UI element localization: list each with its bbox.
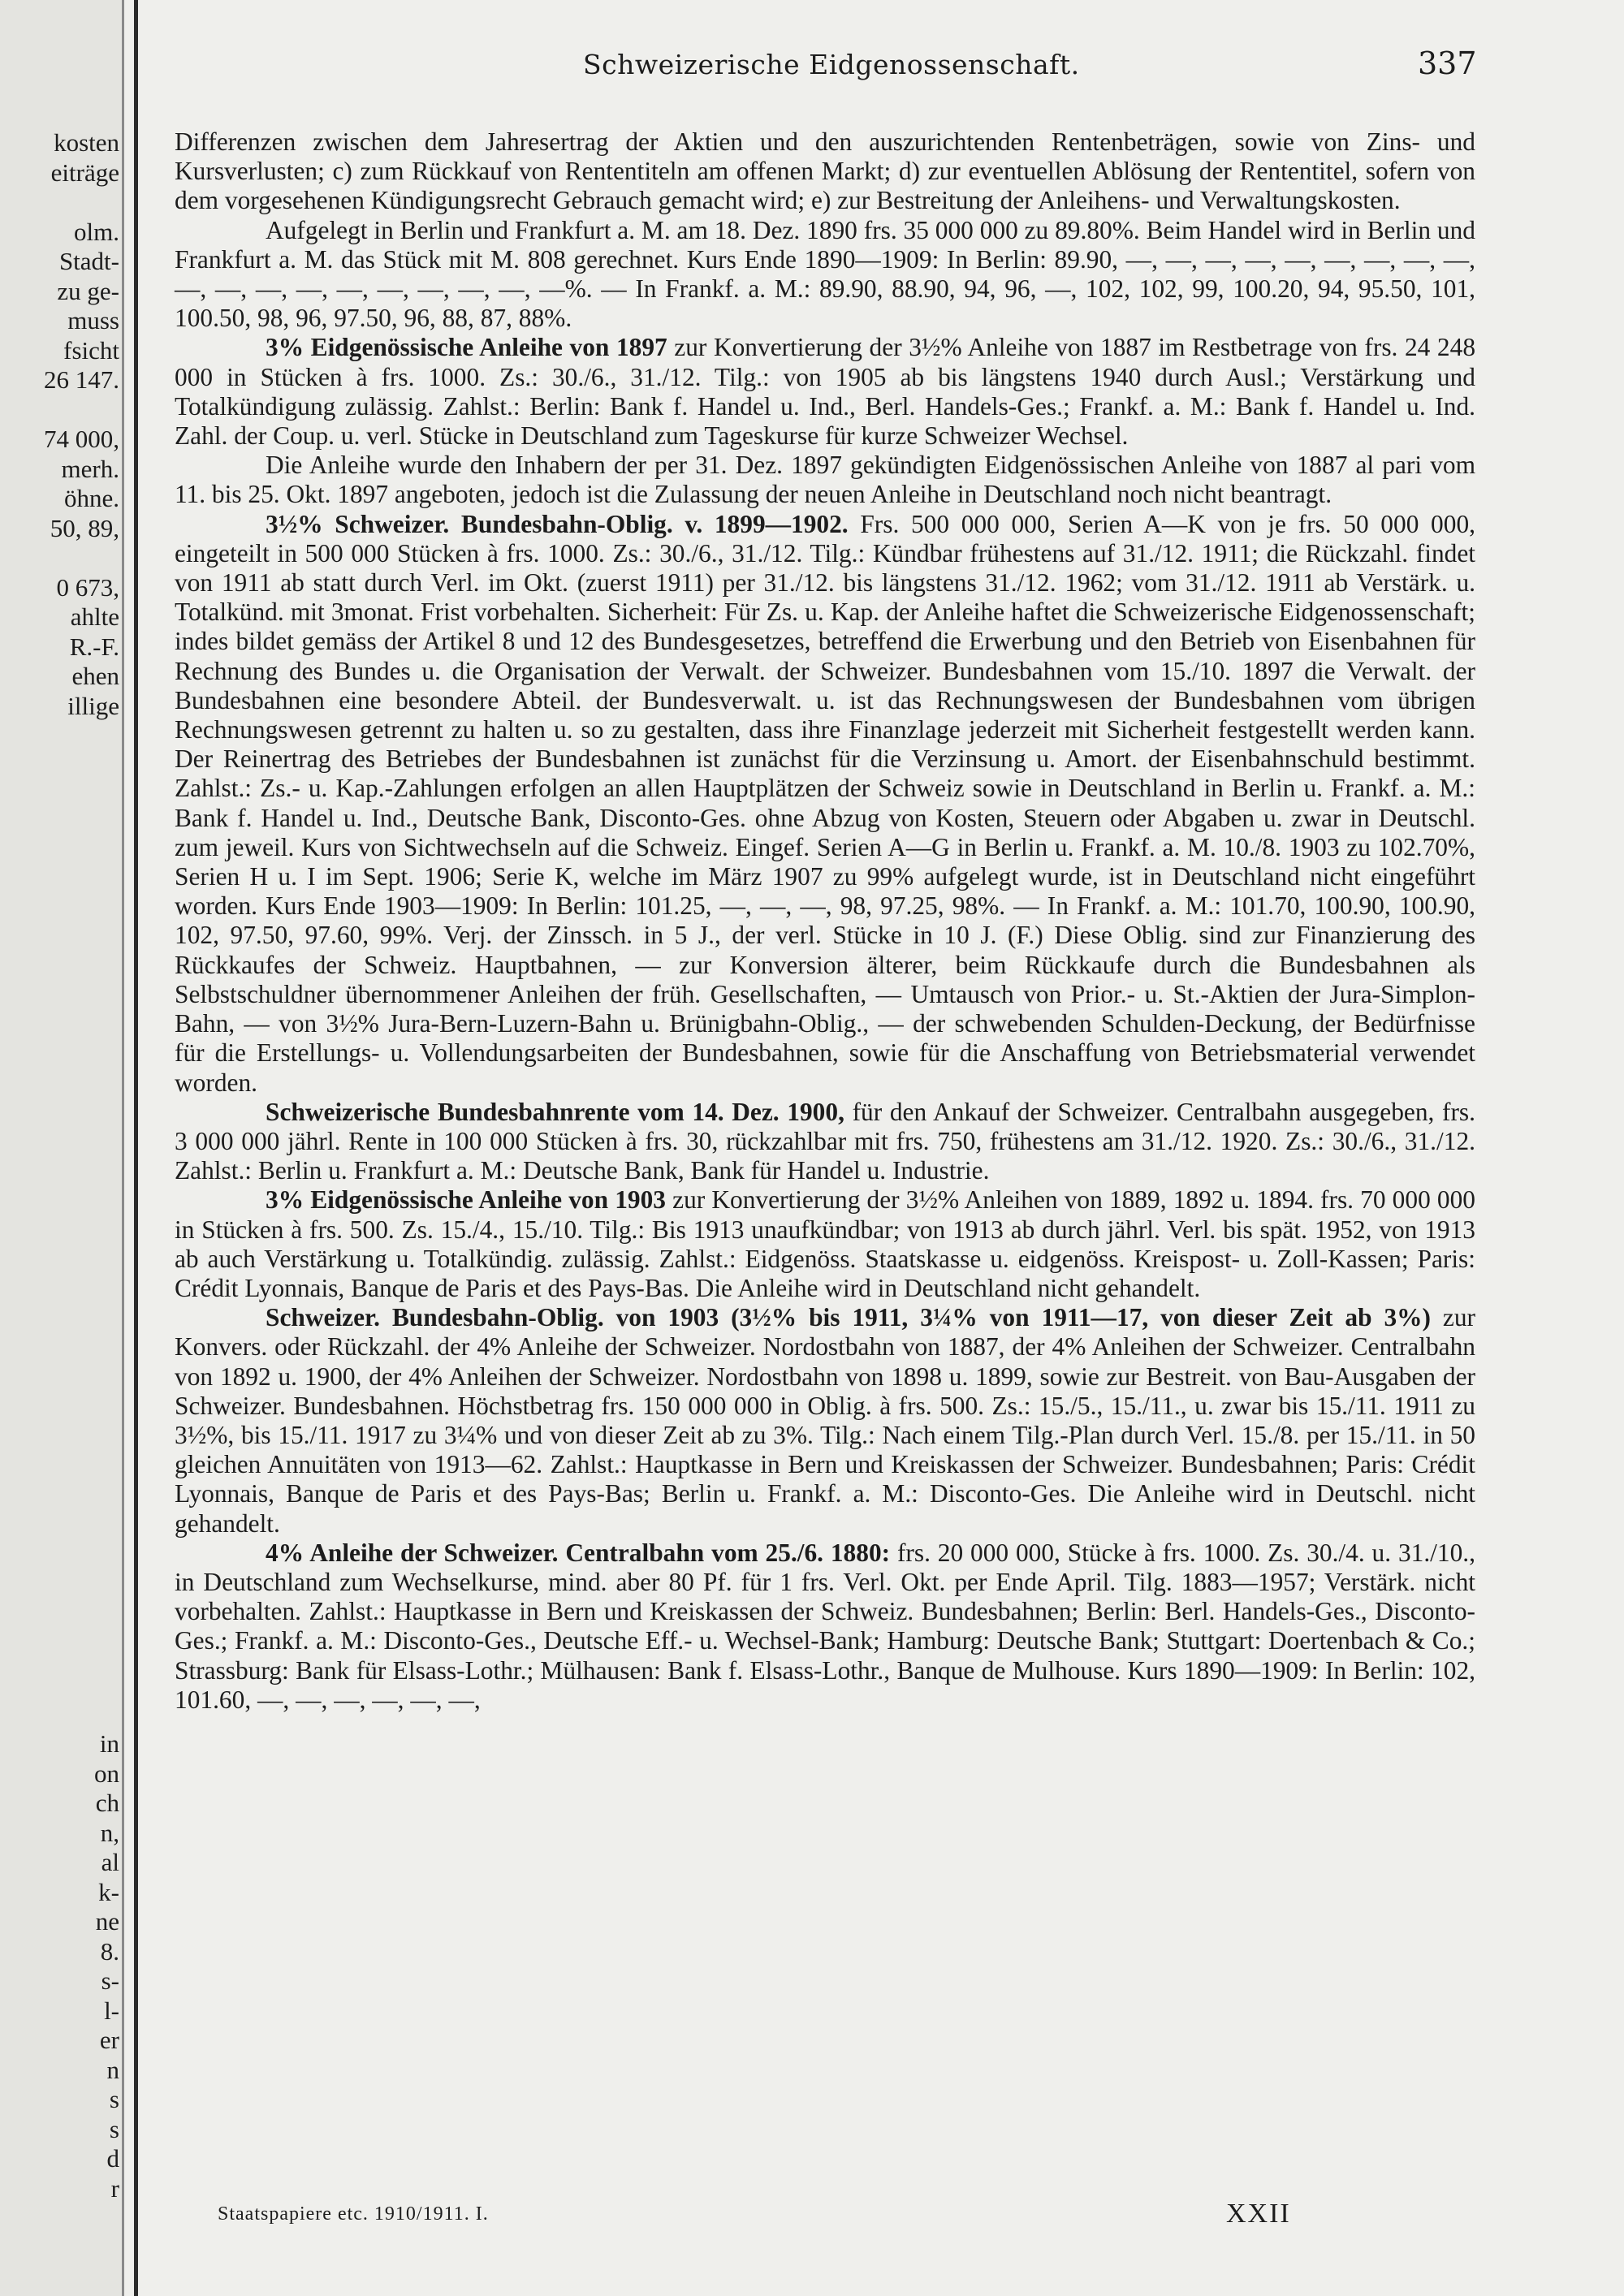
margin-bleed-line bbox=[44, 395, 119, 425]
margin-bleed-line: R.-F. bbox=[69, 632, 119, 661]
paragraph: Schweizerische Bundesbahnrente vom 14. Dez. 1900, für den Ankauf der Schweizer. Centralbahn ausgegeben, frs. 3 000 000 jährl. Rente in 100 000 Stücken à frs. 30, rückzahlbar mit frs. 750, frühestens am 31./12. 1920. Zs.: 30./6., 31./12. Zahlst.: Berlin u. Frankfurt a. M.: Deutsche Bank, Bank für Handel u. Industrie. bbox=[175, 1097, 1475, 1185]
margin-bleed-line: olm. bbox=[74, 217, 119, 246]
margin-bleed-line: 26 147. bbox=[44, 365, 119, 394]
paragraph: 3½% Schweizer. Bundesbahn-Oblig. v. 1899—1902. Frs. 500 000 000, Serien A—K von je frs. 50 000 000, eingeteilt in 500 000 Stücken à frs. 1000. Zs.: 30./6., 31./12. Tilg.: Kündbar frühestens auf 31./12. 1911; die Rückzahl. findet von 1911 ab statt durch Verl. im Okt. (zuerst 1911) per 31./12. bis längstens 31./12. 1962; vom 31./12. 1911 ab Verstärk. u. Totalkünd. mit 3monat. Frist vorbehalten. Sicherheit: Für Zs. u. Kap. der Anleihe haftet die Schweizerische Eidgenossenschaft; indes bildet gemäss der Artikel 8 und 12 des Bundesgesetzes, betreffend die Erwerbung und den Betrieb von Eisenbahnen für Rechnung des Bundes u. die Organisation der Verwalt. der Schweizer. Bundesbahnen vom 15./10. 1897 die Verwalt. der Bundesbahnen eine besondere Abteil. der Bundesverwalt. u. ist das Rechnungswesen der Bundesbahnen vom übrigen Rechnungswesen getrennt zu halten u. so zu gestalten, dass ihre Finanzlage jederzeit mit Sicherheit festgestellt werden kann. Der Reinertrag des Betriebes der Bundesbahnen ist zunächst für die Verzinsung u. Amort. der Eisenbahnschuld bestimmt. Zahlst.: Zs.- u. Kap.-Zahlungen erfolgen an allen Hauptplätzen der Schweiz sowie in Deutschland in Berlin u. Frankf. a. M.: Bank f. Handel u. Ind., Deutsche Bank, Disconto-Ges. ohne Abzug von Kosten, Steuern oder Abgaben u. zwar in Deutschl. zum jeweil. Kurs von Sichtwechseln auf die Schweiz. Eingef. Serien A—G in Berlin u. Frankf. a. M. 10./8. 1903 zu 102.70%, Serien H u. I im Sept. 1906; Serie K, welche im März 1907 zu 99% aufgelegt wurde, ist in Deutschland nicht eingeführt worden. Kurs Ende 1903—1909: In Berlin: 101.25, —, —, —, 98, 97.25, 98%. — In Frankf. a. M.: 101.70, 100.90, 100.90, 102, 97.50, 97.60, 99%. Verj. der Zinssch. in 5 J., der verl. Stücke in 10 J. (F.) Diese Oblig. sind zur Finanzierung des Rückkaufes der Schweiz. Hauptbahnen, — zur Konversion älterer, beim Rückkaufe durch die Bundesbahnen als Selbstschuldner übernommener Anleihen der früh. Gesellschaften, — Umtausch von Prior.- u. St.-Aktien der Jura-Simplon-Bahn, — von 3½% Jura-Bern-Luzern-Bahn u. Brünigbahn-Oblig., — der schwebenden Schulden-Deckung, der Bedürfnisse für die Erstellungs- u. Vollendungsarbeiten der Bundesbahnen, sowie für die Anschaffung von Betriebsmaterial verwendet worden. bbox=[175, 509, 1475, 1097]
page-number: 337 bbox=[1418, 45, 1477, 81]
margin-bleed-line: fsicht bbox=[63, 335, 119, 365]
margin-bleed-line: muss bbox=[67, 306, 119, 334]
margin-bleed-line: zu ge- bbox=[57, 276, 119, 305]
margin-bleed-line: ahlte bbox=[70, 602, 119, 631]
margin-bleed-line: ne bbox=[95, 1907, 119, 1936]
margin-bleed-line: n bbox=[106, 2055, 119, 2084]
margin-bleed-top bbox=[44, 128, 119, 721]
bond-heading: Schweizerische Bundesbahnrente vom 14. Dez. 1900, bbox=[266, 1097, 844, 1126]
margin-bleed-bottom bbox=[94, 1729, 119, 2203]
margin-bleed-line: s bbox=[109, 2114, 119, 2143]
paragraph: Differenzen zwischen dem Jahresertrag der Aktien und den auszurichtenden Rentenbeträgen, sowie von Zins- und Kursverlusten; c) zum Rückkauf von Rententiteln am offenen Markt; d) zur eventuellen Ablösung der Rententitel, sofern von dem vorgesehenen Kündigungsrecht Gebrauch gemacht wird; e) zur Bestreitung der Anleihens- und Verwaltungskosten. bbox=[175, 127, 1475, 215]
margin-bleed-line: d bbox=[106, 2144, 119, 2173]
margin-bleed-line: illige bbox=[67, 691, 119, 720]
margin-bleed-line: er bbox=[99, 2026, 119, 2054]
margin-bleed-line: Stadt- bbox=[58, 247, 119, 275]
margin-bleed-line: in bbox=[99, 1729, 119, 1758]
paragraph: Aufgelegt in Berlin und Frankfurt a. M. am 18. Dez. 1890 frs. 35 000 000 zu 89.80%. Beim Handel wird in Berlin und Frankfurt a. M. das Stück mit M. 808 gerechnet. Kurs Ende 1890—1909: In Berlin: 89.90, —, —, —, —, —, —, —, —, —, —, —, —, —, —, —, —, —, —, —%. — In Frankf. a. M.: 89.90, 88.90, 94, 96, —, 102, 102, 99, 100.20, 94, 95.50, 101, 100.50, 98, 96, 97.50, 96, 88, 87, 88%. bbox=[175, 215, 1475, 333]
margin-bleed-line: n, bbox=[100, 1818, 119, 1847]
margin-bleed-line: al bbox=[101, 1848, 119, 1876]
paragraph: Die Anleihe wurde den Inhabern der per 31. Dez. 1897 gekündigten Eidgenössischen Anleihe von 1887 al pari vom 11. bis 25. Okt. 1897 angeboten, jedoch ist die Zulassung der neuen Anleihe in Deutschland noch nicht beantragt. bbox=[175, 451, 1475, 509]
margin-bleed-line: 8. bbox=[100, 1936, 119, 1966]
margin-bleed-line: eiträge bbox=[50, 158, 119, 187]
book-spine-line bbox=[134, 0, 138, 2296]
footer-signature: Staatspapiere etc. 1910/1911. I. bbox=[218, 2203, 489, 2225]
margin-bleed-line: s bbox=[109, 2085, 119, 2113]
paragraph: 3% Eidgenössische Anleihe von 1903 zur Konvertierung der 3½% Anleihen von 1889, 1892 u. 1894. frs. 70 000 000 in Stücken à frs. 500. Zs. 15./4., 15./10. Tilg.: Bis 1913 unaufkündbar; von 1913 ab durch jährl. Verl. bis spät. 1952, von 1913 ab auch Verstärkung u. Totalkündig. zulässig. Zahlst.: Eidgenöss. Staatskasse u. eidgenöss. Kreispost- u. Zoll-Kassen; Paris: Crédit Lyonnais, Banque de Paris et des Pays-Bas. Die Anleihe wird in Deutschland nicht gehandelt. bbox=[175, 1185, 1475, 1302]
margin-bleed-line: 0 673, bbox=[56, 572, 119, 602]
margin-bleed-line: kosten bbox=[54, 128, 119, 157]
bond-heading: 3½% Schweizer. Bundesbahn-Oblig. v. 1899—1902. bbox=[266, 509, 849, 538]
margin-bleed-line: 50, 89, bbox=[50, 513, 119, 542]
bond-heading: 3% Eidgenössische Anleihe von 1903 bbox=[266, 1185, 666, 1215]
paragraph: Schweizer. Bundesbahn-Oblig. von 1903 (3½% bis 1911, 3¼% von 1911—17, von dieser Zeit ab 3%) zur Konvers. oder Rückzahl. der 4% Anleihe der Schweizer. Nordostbahn von 1887, der 4% Anleihen der Schweizer. Centralbahn von 1892 u. 1900, der 4% Anleihen der Schweizer. Nordostbahn von 1898 u. 1899, sowie zur Bestreit. von Bau-Ausgaben der Schweizer. Bundesbahnen. Höchstbetrag frs. 150 000 000 in Oblig. à frs. 500. Zs.: 15./5., 15./11., u. zwar bis 15./11. 1911 zu 3½%, bis 15./11. 1917 zu 3¼% und von dieser Zeit ab zu 3%. Tilg.: Nach einem Tilg.-Plan durch Verl. 15./8. per 15./11. in 50 gleichen Annuitäten von 1913—62. Zahlst.: Hauptkasse in Bern und Kreiskassen der Schweizer. Bundesbahnen; Paris: Crédit Lyonnais, Banque de Paris et des Pays-Bas; Berlin u. Frankf. a. M.: Disconto-Ges. Die Anleihe wird in Deutschl. nicht gehandelt. bbox=[175, 1303, 1475, 1538]
margin-bleed-line bbox=[44, 188, 119, 218]
margin-bleed-line: öhne. bbox=[63, 484, 119, 512]
margin-bleed-line: s- bbox=[101, 1966, 119, 1995]
margin-bleed-line: ehen bbox=[71, 662, 119, 690]
paragraph: 4% Anleihe der Schweizer. Centralbahn vom 25./6. 1880: frs. 20 000 000, Stücke à frs. 1000. Zs. 30./4. u. 31./10., in Deutschland zum Wechselkurse, mind. aber 80 Pf. für 1 frs. Verl. Okt. per Ende April. Tilg. 1883—1957; Verstärk. nicht vorbehalten. Zahlst.: Hauptkasse in Bern und Kreiskassen der Schweiz. Bundesbahnen; Berlin: Berl. Handels-Ges., Disconto-Ges.; Frankf. a. M.: Disconto-Ges., Deutsche Eff.- u. Wechsel-Bank; Hamburg: Deutsche Bank; Stuttgart: Doertenbach & Co.; Strassburg: Bank für Elsass-Lothr.; Mülhausen: Bank f. Elsass-Lothr., Banque de Mulhouse. Kurs 1890—1909: In Berlin: 102, 101.60, —, —, —, —, —, —, bbox=[175, 1538, 1475, 1714]
running-header bbox=[0, 45, 1624, 88]
page-footer bbox=[0, 2200, 1624, 2233]
margin-bleed-line: k- bbox=[98, 1877, 119, 1906]
body-text bbox=[175, 127, 1475, 1715]
margin-bleed-line: r bbox=[110, 2173, 119, 2203]
margin-bleed-line: 74 000, bbox=[44, 425, 119, 453]
sheet-number: XXII bbox=[1226, 2199, 1291, 2229]
bond-heading: 4% Anleihe der Schweizer. Centralbahn vom 25./6. 1880: bbox=[266, 1538, 891, 1567]
paragraph: 3% Eidgenössische Anleihe von 1897 zur Konvertierung der 3½% Anleihe von 1887 im Restbetrage von frs. 24 248 000 in Stücken à frs. 1000. Zs.: 30./6., 31./12. Tilg.: von 1905 ab bis längstens 1940 durch Ausl.; Verstärkung und Totalkündigung zulässig. Zahlst.: Berlin: Bank f. Handel u. Ind., Berl. Handels-Ges.; Frankf. a. M.: Bank f. Handel u. Ind. Zahl. der Coup. u. verl. Stücke in Deutschland zum Tageskurse für kurze Schweizer Wechsel. bbox=[175, 333, 1476, 451]
page-edge-shadow bbox=[122, 0, 124, 2296]
bond-heading: 3% Eidgenössische Anleihe von 1897 bbox=[266, 333, 667, 362]
header-title: Schweizerische Eidgenossenschaft. bbox=[583, 49, 1080, 80]
margin-bleed-line: l- bbox=[104, 1996, 119, 2025]
margin-bleed-line: merh. bbox=[61, 454, 119, 483]
margin-bleed-line bbox=[44, 543, 119, 573]
margin-bleed-line: ch bbox=[95, 1789, 119, 1817]
bond-heading: Schweizer. Bundesbahn-Oblig. von 1903 (3½% bis 1911, 3¼% von 1911—17, von dieser Zeit ab 3%) bbox=[266, 1303, 1431, 1332]
margin-bleed-line: on bbox=[94, 1759, 119, 1788]
